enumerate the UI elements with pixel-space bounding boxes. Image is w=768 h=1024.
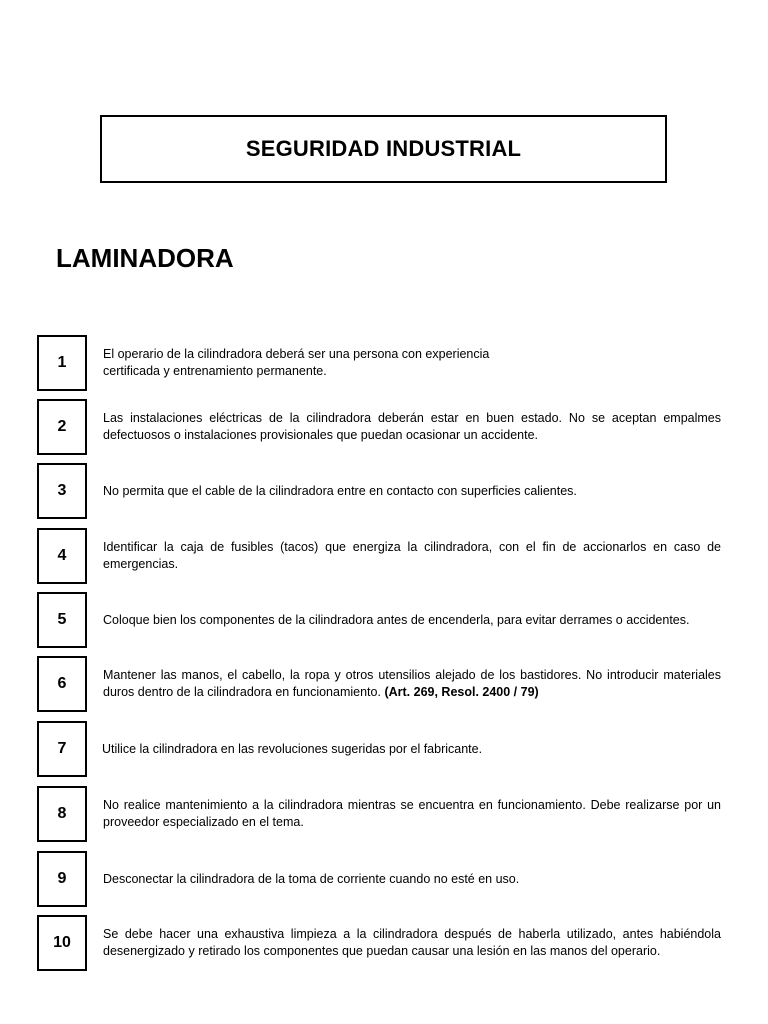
rule-item-3 — [37, 463, 721, 517]
rule-number: 10 — [37, 915, 87, 971]
rule-text-container — [103, 851, 721, 907]
rule-text: El operario de la cilindradora deberá ser una persona con experiencia certificada y entrenamiento permanente. — [103, 347, 490, 378]
rule-item-4 — [37, 528, 721, 582]
rule-number: 6 — [37, 656, 87, 712]
rule-text-container — [103, 656, 721, 712]
rule-text: No realice mantenimiento a la cilindradora mientras se encuentra en funcionamiento. Debe realizarse por un proveedor especializado en el tema. — [103, 798, 721, 829]
rule-number: 4 — [37, 528, 87, 584]
rule-text: Mantener las manos, el cabello, la ropa y otros utensilios alejado de los bastidores. No introducir materiales duros dentro de la cilindradora en funcionamiento. — [103, 668, 721, 699]
rule-number: 8 — [37, 786, 87, 842]
rule-text-container — [103, 335, 721, 391]
rule-text-paragraph — [103, 667, 721, 701]
rule-number: 1 — [37, 335, 87, 391]
rule-text: Coloque bien los componentes de la cilindradora antes de encenderla, para evitar derrames o accidentes. — [103, 612, 690, 627]
rule-item-1 — [37, 335, 721, 389]
rule-text: Utilice la cilindradora en las revoluciones sugeridas por el fabricante. — [102, 741, 483, 756]
rule-item-2 — [37, 399, 721, 453]
rule-number: 9 — [37, 851, 87, 907]
rule-text: Las instalaciones eléctricas de la cilindradora deberán estar en buen estado. No se aceptan empalmes defectuosos o instalaciones provisionales que puedan ocasionar un accidente. — [103, 411, 721, 442]
rule-item-5 — [37, 592, 721, 646]
rule-text-container — [102, 721, 721, 777]
rule-item-10 — [37, 915, 721, 969]
rule-item-8 — [37, 786, 721, 840]
rule-text: No permita que el cable de la cilindradora entre en contacto con superficies calientes. — [103, 483, 577, 498]
section-heading: LAMINADORA — [56, 243, 234, 273]
rule-reference: (Art. 269, Resol. 2400 / 79) — [384, 685, 539, 699]
rule-number: 2 — [37, 399, 87, 455]
rule-text-container — [103, 592, 721, 648]
rule-number: 5 — [37, 592, 87, 648]
rule-text-container — [103, 463, 721, 519]
rule-text-container — [103, 399, 721, 455]
rule-text-container — [103, 915, 721, 971]
rule-text: Identificar la caja de fusibles (tacos) que energiza la cilindradora, con el fin de accionarlos en caso de emergencias. — [103, 540, 721, 571]
rule-item-9 — [37, 851, 721, 905]
rule-text-container — [103, 528, 721, 584]
rule-number: 3 — [37, 463, 87, 519]
rule-number: 7 — [37, 721, 87, 777]
document-title: SEGURIDAD INDUSTRIAL — [245, 136, 522, 161]
rule-item-7 — [37, 721, 721, 775]
rule-text: Se debe hacer una exhaustiva limpieza a la cilindradora después de haberla utilizado, antes habiéndola desenergizado y retirado los componentes que puedan causar una lesión en las manos del operario. — [103, 927, 721, 958]
rule-item-6 — [37, 656, 721, 710]
rule-text-container — [103, 786, 721, 842]
rule-text: Desconectar la cilindradora de la toma de corriente cuando no esté en uso. — [103, 871, 520, 886]
